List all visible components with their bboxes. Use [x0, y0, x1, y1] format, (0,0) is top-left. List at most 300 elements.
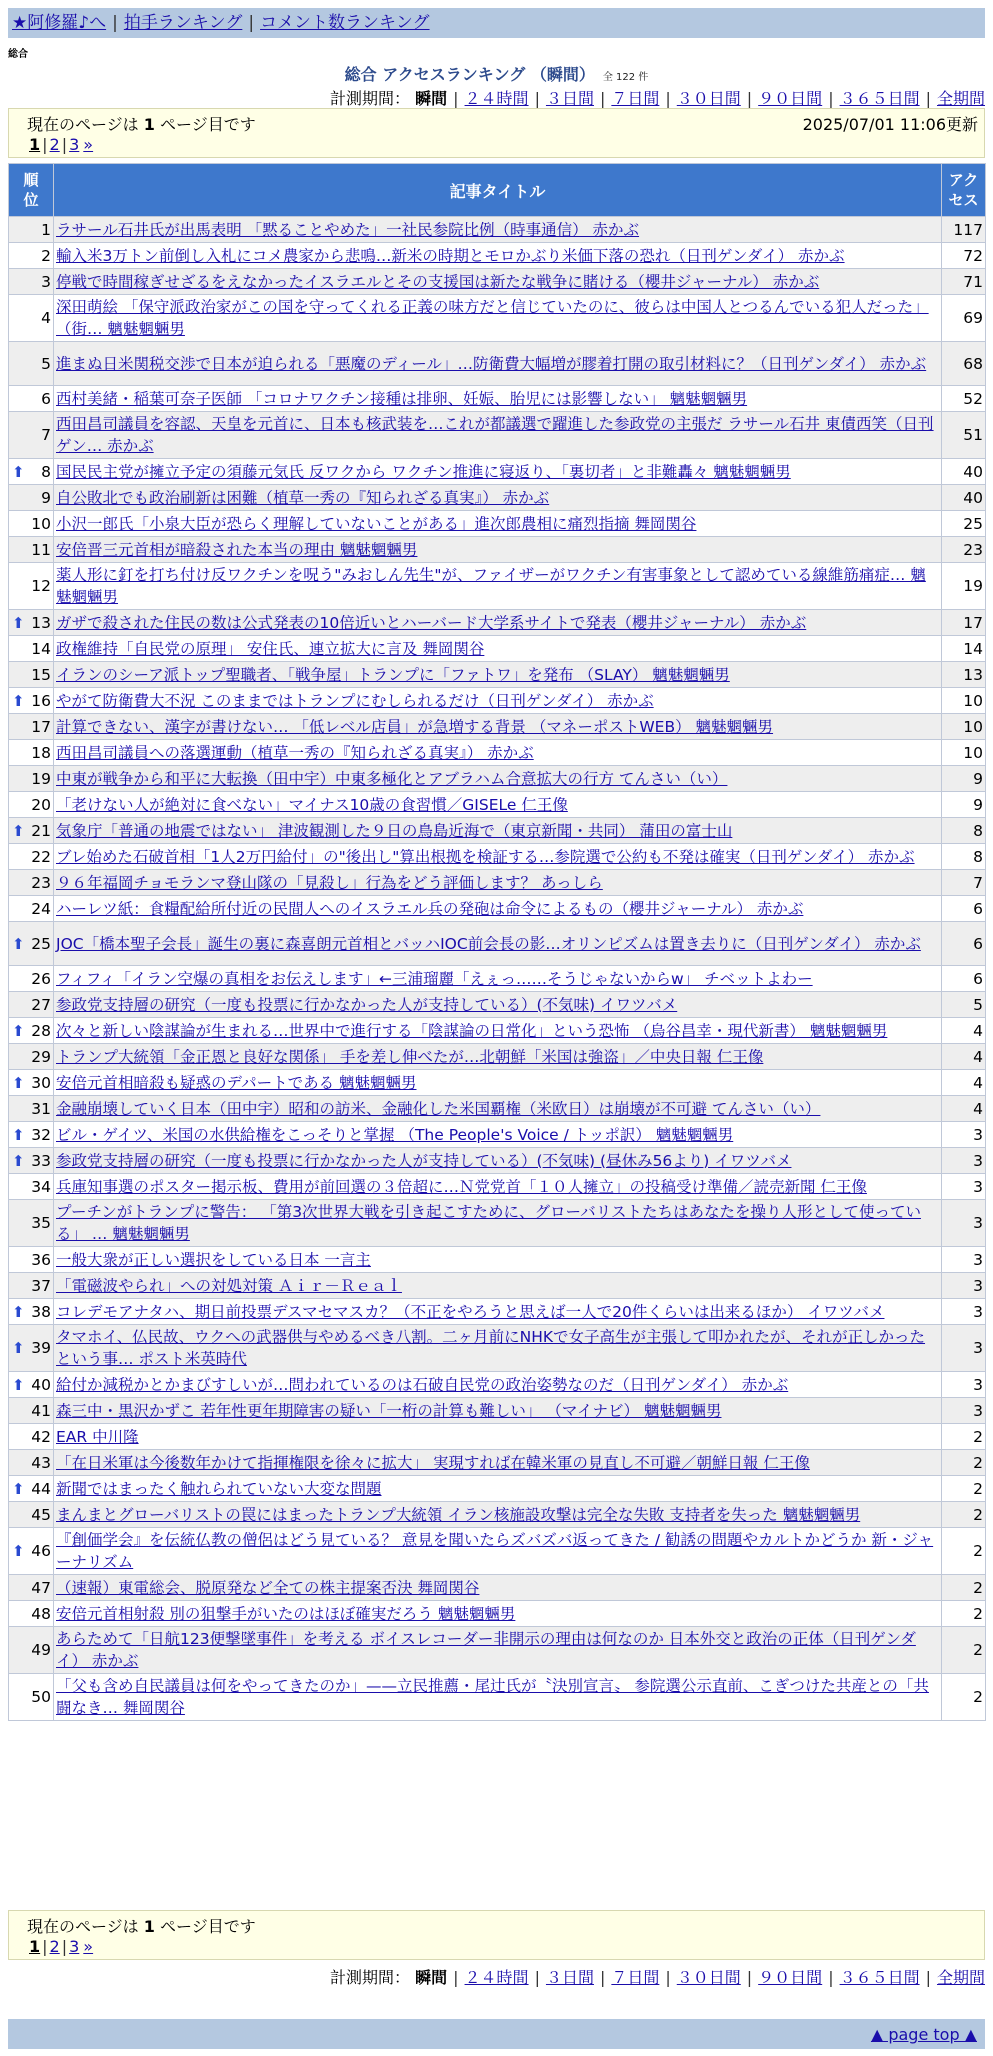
article-link[interactable]: 新聞ではまったく触れられていない大変な問題	[56, 1479, 382, 1498]
article-link[interactable]: 安倍元首相暗殺も疑惑のデパートである 魑魅魍魎男	[56, 1073, 417, 1092]
access-count: 40	[942, 485, 986, 511]
separator: |	[746, 89, 753, 108]
article-link[interactable]: 計算できない、漢字が書けない… 「低レベル店員」が急増する背景 （マネーポストWEB） 魑魅魍魎男	[56, 717, 774, 736]
separator: |	[925, 89, 931, 108]
rank-number: 49	[31, 1641, 51, 1659]
rank-number: 23	[31, 873, 51, 892]
article-link[interactable]: 気象庁「普通の地震ではない」 津波観測した９日の鳥島近海で（東京新聞・共同） 蒲田の富士山	[56, 821, 733, 840]
access-count: 8	[942, 818, 986, 844]
rank-cell	[9, 966, 54, 992]
title-cell	[54, 1122, 942, 1148]
rank-number: 28	[31, 1021, 51, 1040]
table-row	[9, 459, 986, 485]
access-count: 13	[942, 662, 986, 688]
rank-cell	[9, 1502, 54, 1528]
article-link[interactable]: 深田萌絵 「保守派政治家がこの国を守ってくれる正義の味方だと信じていたのに、彼らは中国人とつるんでいる犯人だった」（街… 魑魅魍魎男	[56, 298, 929, 338]
rank-number: 9	[41, 488, 51, 507]
table-row	[9, 740, 986, 766]
article-link[interactable]: 小沢一郎氏「小泉大臣が恐らく理解していないことがある」進次郎農相に痛烈指摘 舞岡関谷	[56, 514, 697, 533]
separator: |	[61, 135, 68, 154]
pagination-bottom	[8, 1910, 985, 1960]
rank-cell	[9, 537, 54, 563]
title-cell	[54, 1148, 942, 1174]
rank-cell	[9, 1044, 54, 1070]
rank-cell	[9, 342, 54, 386]
up-arrow-icon: ⬆	[12, 1339, 25, 1357]
title-cell	[54, 269, 942, 295]
table-row	[9, 1601, 986, 1627]
title-cell	[54, 1325, 942, 1372]
rank-number: 39	[31, 1339, 51, 1357]
article-link[interactable]: 国民民主党が擁立予定の須藤元気氏 反ワクから ワクチン推進に寝返り、「裏切者」と非難轟々 魑魅魍魎男	[56, 462, 791, 481]
access-count: 6	[942, 922, 986, 966]
title-cell	[54, 243, 942, 269]
table-row	[9, 1502, 986, 1528]
rank-number: 20	[31, 795, 51, 814]
article-link[interactable]: ハーレツ紙：食糧配給所付近の民間人へのイスラエル兵の発砲は命令によるもの（櫻井ジャーナル） 赤かぶ	[56, 899, 804, 918]
table-row	[9, 966, 986, 992]
rank-header: 順位	[9, 164, 54, 217]
rank-number: 50	[31, 1688, 51, 1706]
access-count: 25	[942, 511, 986, 537]
up-arrow-icon: ⬆	[12, 462, 25, 481]
rank-number: 7	[41, 426, 51, 444]
article-link[interactable]: ビル・ゲイツ、米国の水供給権をこっそりと掌握 （The People's Voice / トッポ訳） 魑魅魍魎男	[56, 1125, 734, 1144]
table-row	[9, 992, 986, 1018]
period-current: 瞬間	[415, 89, 448, 108]
page-link-2[interactable]: 2	[49, 1937, 60, 1956]
table-row	[9, 1674, 986, 1721]
article-link[interactable]: 「在日米軍は今後数年かけて指揮権限を徐々に拡大」 実現すれば在韓米軍の見直し不可避／朝鮮日報 仁王像	[56, 1453, 810, 1472]
article-link[interactable]: 政権維持「自民党の原理」 安住氏、連立拡大に言及 舞岡関谷	[56, 639, 485, 658]
up-arrow-icon: ⬆	[12, 1302, 25, 1321]
ranking-table	[8, 163, 986, 1721]
table-row	[9, 1325, 986, 1372]
access-count: 3	[942, 1148, 986, 1174]
article-link[interactable]: 西村美緒・稲葉可奈子医師 「コロナワクチン接種は排卵、妊娠、胎児には影響しない」 魑魅魍魎男	[56, 389, 748, 408]
title-cell	[54, 459, 942, 485]
article-link[interactable]: 参政党支持層の研究（一度も投票に行かなかった人が支持している）(不気味) (昼休み56より) イワツバメ	[56, 1151, 792, 1170]
article-link[interactable]: プーチンがトランプに警告： 「第3次世界大戦を引き起こすために、グローバリストたちはあなたを操り人形として使っている」 … 魑魅魍魎男	[56, 1203, 921, 1243]
article-link[interactable]: 次々と新しい陰謀論が生まれる…世界中で進行する「陰謀論の日常化」という恐怖 （烏谷昌幸・現代新書） 魑魅魍魎男	[56, 1021, 888, 1040]
separator: |	[599, 1968, 606, 1987]
article-link[interactable]: 給付か減税かとかまびすしいが…問われているのは石破自民党の政治姿勢なのだ（日刊ゲンダイ） 赤かぶ	[56, 1375, 789, 1394]
article-link[interactable]: トランプ大統領「金正恩と良好な関係」 手を差し伸べたが…北朝鮮「米国は強盗」／中央日報 仁王像	[56, 1047, 764, 1066]
title-cell	[54, 1601, 942, 1627]
table-row	[9, 1148, 986, 1174]
title-cell	[54, 1200, 942, 1247]
article-link[interactable]: 安倍晋三元首相が暗殺された本当の理由 魑魅魍魎男	[56, 540, 418, 559]
table-row	[9, 243, 986, 269]
article-link[interactable]: 薬人形に釘を打ち付け反ワクチンを呪う"みおしん先生"が、ファイザーがワクチン有害事象として認めている線維筋痛症… 魑魅魍魎男	[56, 566, 926, 606]
rank-number: 14	[31, 639, 51, 658]
home-link[interactable]: ★阿修羅♪へ	[12, 13, 107, 33]
rank-number: 4	[41, 309, 51, 327]
rank-number: 36	[31, 1250, 51, 1269]
table-row	[9, 295, 986, 342]
article-link[interactable]: JOC「橋本聖子会長」誕生の裏に森喜朗元首相とバッハIOC前会長の影…オリンピズムは置き去りに（日刊ゲンダイ） 赤かぶ	[56, 934, 921, 953]
rank-cell	[9, 1122, 54, 1148]
rank-number: 24	[31, 899, 51, 918]
rank-cell	[9, 1476, 54, 1502]
title-header: 記事タイトル	[54, 164, 942, 217]
rank-number: 29	[31, 1047, 51, 1066]
access-count: 3	[942, 1247, 986, 1273]
page-link-1: 1	[29, 1937, 41, 1956]
current-page-prefix: 現在のページは	[27, 115, 144, 134]
pagination-top	[8, 108, 985, 158]
title-cell	[54, 511, 942, 537]
rank-number: 22	[31, 847, 51, 866]
table-row	[9, 1174, 986, 1200]
table-row	[9, 1247, 986, 1273]
rank-cell	[9, 688, 54, 714]
table-row	[9, 766, 986, 792]
access-count: 2	[942, 1424, 986, 1450]
next-page-link[interactable]: »	[83, 135, 94, 154]
table-row	[9, 1528, 986, 1575]
current-page-text-bottom	[27, 1914, 256, 1937]
up-arrow-icon: ⬆	[12, 1021, 25, 1040]
table-row	[9, 537, 986, 563]
rank-cell	[9, 992, 54, 1018]
access-count: 3	[942, 1299, 986, 1325]
article-link[interactable]: 「老けない人が絶対に食べない」マイナス10歳の食習慣／GISELe 仁王像	[56, 795, 568, 814]
table-row	[9, 412, 986, 459]
title-cell	[54, 896, 942, 922]
rank-cell	[9, 1273, 54, 1299]
access-count: 52	[942, 386, 986, 412]
article-link[interactable]: 中東が戦争から和平に大転換（田中宇）中東多極化とアブラハム合意拡大の行方 てんさい（い）	[56, 769, 728, 788]
up-arrow-icon: ⬆	[12, 1073, 25, 1092]
access-count: 3	[942, 1174, 986, 1200]
article-link[interactable]: 西田昌司議員を容認、天皇を元首に、日本も核武装を…これが都議選で躍進した参政党の主張だ ラサール石井 東債西笑（日刊ゲン… 赤かぶ	[56, 415, 934, 455]
rank-cell	[9, 1018, 54, 1044]
rank-number: 47	[31, 1578, 51, 1597]
access-count: 3	[942, 1398, 986, 1424]
table-row	[9, 1372, 986, 1398]
rank-cell	[9, 610, 54, 636]
title-cell	[54, 342, 942, 386]
article-link[interactable]: 森三中・黒沢かずこ 若年性更年期障害の疑い「一桁の計算も難しい」 （マイナビ） 魑魅魍魎男	[56, 1401, 722, 1420]
page-top-link[interactable]: ▲ page top ▲	[870, 2025, 977, 2044]
article-link[interactable]: 『創価学会』を伝統仏教の僧侶はどう見ている？ 意見を聞いたらズバズバ返ってきた / 勧誘の問題やカルトかどうか 新・ジャーナリズム	[56, 1531, 934, 1571]
separator: |	[828, 1968, 834, 1987]
up-arrow-icon: ⬆	[12, 821, 25, 840]
up-arrow-icon: ⬆	[12, 1479, 25, 1498]
access-count: 9	[942, 792, 986, 818]
title-cell	[54, 1476, 942, 1502]
separator: |	[248, 13, 255, 33]
up-arrow-icon: ⬆	[12, 613, 25, 632]
separator: |	[665, 89, 671, 108]
access-count: 4	[942, 1018, 986, 1044]
article-link[interactable]: フィフィ「イラン空爆の真相をお伝えします」←三浦瑠麗「えぇっ……そうじゃないからw」 チベットよわー	[56, 969, 813, 988]
rank-cell	[9, 1372, 54, 1398]
rank-cell	[9, 714, 54, 740]
title-cell	[54, 844, 942, 870]
title-cell	[54, 818, 942, 844]
rank-cell	[9, 511, 54, 537]
rank-number: 35	[31, 1214, 51, 1232]
table-header-row	[9, 164, 986, 217]
article-link[interactable]: 西田昌司議員への落選運動（植草一秀の『知られざる真実』） 赤かぶ	[56, 743, 534, 762]
title-cell	[54, 1273, 942, 1299]
rank-number: 33	[31, 1151, 51, 1170]
title-cell	[54, 1174, 942, 1200]
rank-cell	[9, 243, 54, 269]
period-link-7d[interactable]: ７日間	[611, 89, 660, 108]
access-count: 69	[942, 295, 986, 342]
access-count: 3	[942, 1200, 986, 1247]
separator: |	[828, 89, 834, 108]
rank-number: 10	[31, 514, 51, 533]
access-count: 2	[942, 1575, 986, 1601]
rank-number: 41	[31, 1401, 51, 1420]
table-row	[9, 1424, 986, 1450]
period-link-24h[interactable]: ２４時間	[464, 1968, 529, 1987]
title-cell	[54, 485, 942, 511]
access-count: 19	[942, 563, 986, 610]
category-label: 総合	[8, 49, 28, 60]
table-row	[9, 269, 986, 295]
table-row	[9, 511, 986, 537]
period-link-365d[interactable]: ３６５日間	[839, 89, 920, 108]
period-selector-bottom	[330, 1965, 985, 1988]
article-link[interactable]: コレデモアナタハ、期日前投票デスマセマスカ？（不正をやろうと思えば一人で20件くらいは出来るほか） イワツバメ	[56, 1302, 885, 1321]
access-count: 4	[942, 1096, 986, 1122]
period-link-3d[interactable]: ３日間	[545, 89, 594, 108]
table-row	[9, 485, 986, 511]
current-page-suffix: ページ目です	[154, 115, 256, 134]
period-link-30d[interactable]: ３０日間	[676, 1968, 741, 1987]
rank-cell	[9, 412, 54, 459]
article-link[interactable]: ガザで殺された住民の数は公式発表の10倍近いとハーバード大学系サイトで発表（櫻井ジャーナル） 赤かぶ	[56, 613, 807, 632]
rank-cell	[9, 636, 54, 662]
rank-cell	[9, 1398, 54, 1424]
table-row	[9, 688, 986, 714]
ranking-title: 総合 アクセスランキング （瞬間）	[344, 65, 595, 84]
rank-cell	[9, 792, 54, 818]
rank-cell	[9, 740, 54, 766]
page-links-bottom	[27, 1937, 95, 1956]
rank-number: 6	[41, 389, 51, 408]
title-cell	[54, 1528, 942, 1575]
period-link-365d[interactable]: ３６５日間	[839, 1968, 920, 1987]
rank-number: 40	[31, 1375, 51, 1394]
access-count: 6	[942, 966, 986, 992]
article-link[interactable]: 「父も含め自民議員は何をやってきたのか」——立民推薦・尾辻氏が〝決別宣言〟 参院選公示直前、こぎつけた共産との「共闘なき… 舞岡関谷	[56, 1677, 929, 1717]
rank-number: 38	[31, 1302, 51, 1321]
rank-number: 17	[31, 717, 51, 736]
article-link[interactable]: 進まぬ日米関税交渉で日本が迫られる「悪魔のディール」…防衛費大幅増が膠着打開の取引材料に？（日刊ゲンダイ） 赤かぶ	[56, 354, 927, 373]
table-row	[9, 563, 986, 610]
title-cell	[54, 1247, 942, 1273]
rank-number: 21	[31, 821, 51, 840]
separator: |	[453, 1968, 459, 1987]
rank-cell	[9, 1096, 54, 1122]
separator: |	[534, 89, 540, 108]
article-link[interactable]: あらためて「日航123便撃墜事件」を考える ボイスレコーダー非開示の理由は何なのか 日本外交と政治の正体（日刊ゲンダイ） 赤かぶ	[56, 1630, 916, 1670]
up-arrow-icon: ⬆	[12, 1375, 25, 1394]
period-link-all[interactable]: 全期間	[936, 89, 985, 108]
access-count: 2	[942, 1502, 986, 1528]
article-link[interactable]: 参政党支持層の研究（一度も投票に行かなかった人が支持している）(不気味) イワツバメ	[56, 995, 678, 1014]
article-link[interactable]: タマホイ、仏民故、ウクへの武器供与やめるべき八割。二ヶ月前にNHKで女子高生が主張して叩かれたが、それが正しかったという事… ポスト米英時代	[56, 1328, 926, 1368]
rank-cell	[9, 1627, 54, 1674]
article-link[interactable]: ラサール石井氏が出馬表明 「黙ることやめた」一社民参院比例（時事通信） 赤かぶ	[56, 220, 640, 239]
rank-number: 8	[41, 462, 51, 481]
table-row	[9, 1044, 986, 1070]
title-cell	[54, 992, 942, 1018]
table-row	[9, 1575, 986, 1601]
separator: |	[112, 13, 118, 33]
table-row	[9, 818, 986, 844]
access-count: 6	[942, 896, 986, 922]
access-count: 10	[942, 714, 986, 740]
rank-cell	[9, 896, 54, 922]
article-link[interactable]: 停戦で時間稼ぎせざるをえなかったイスラエルとその支援国は新たな戦争に賭ける（櫻井ジャーナル） 赤かぶ	[56, 272, 820, 291]
title-cell	[54, 1450, 942, 1476]
access-count: 51	[942, 412, 986, 459]
table-row	[9, 714, 986, 740]
table-row	[9, 896, 986, 922]
article-link[interactable]: EAR 中川隆	[56, 1427, 139, 1446]
table-row	[9, 1299, 986, 1325]
article-link[interactable]: 一般大衆が正しい選択をしている日本 一言主	[56, 1250, 371, 1269]
period-link-3d[interactable]: ３日間	[545, 1968, 594, 1987]
up-arrow-icon: ⬆	[12, 934, 25, 953]
period-link-30d[interactable]: ３０日間	[676, 89, 741, 108]
rank-cell	[9, 1601, 54, 1627]
rank-number: 19	[31, 769, 51, 788]
page-link-3[interactable]: 3	[69, 135, 80, 154]
rank-number: 18	[31, 743, 51, 762]
table-row	[9, 1070, 986, 1096]
page-link-2[interactable]: 2	[49, 135, 60, 154]
article-link[interactable]: まんまとグローバリストの罠にはまったトランプ大統領 イラン核施設攻撃は完全な失敗 支持者を失った 魑魅魍魎男	[56, 1505, 861, 1524]
page-link-3[interactable]: 3	[69, 1937, 80, 1956]
table-row	[9, 386, 986, 412]
article-link[interactable]: 兵庫知事選のポスター掲示板、費用が前回選の３倍超に…Ｎ党党首「１０人擁立」の投稿受け準備／読売新聞 仁王像	[56, 1177, 867, 1196]
rank-number: 13	[31, 613, 51, 632]
table-row	[9, 792, 986, 818]
rank-cell	[9, 1247, 54, 1273]
table-row	[9, 662, 986, 688]
clap-ranking-link[interactable]: 拍手ランキング	[123, 13, 243, 33]
next-page-link[interactable]: »	[83, 1937, 94, 1956]
up-arrow-icon: ⬆	[12, 1151, 25, 1170]
title-cell	[54, 714, 942, 740]
rank-number: 37	[31, 1276, 51, 1295]
period-link-90d[interactable]: ９０日間	[758, 1968, 823, 1987]
article-link[interactable]: ９６年福岡チョモランマ登山隊の「見殺し」行為をどう評価します？ あっしら	[56, 873, 603, 892]
separator: |	[61, 1937, 68, 1956]
rank-cell	[9, 485, 54, 511]
article-link[interactable]: 安倍元首相射殺 別の狙撃手がいたのはほぼ確実だろう 魑魅魍魎男	[56, 1604, 516, 1623]
table-row	[9, 1450, 986, 1476]
rank-cell	[9, 1070, 54, 1096]
article-link[interactable]: やがて防衛費大不況 このままではトランプにむしられるだけ（日刊ゲンダイ） 赤かぶ	[56, 691, 654, 710]
current-page-number: 1	[143, 115, 155, 134]
separator: |	[746, 1968, 753, 1987]
rank-number: 26	[31, 969, 51, 988]
rank-cell	[9, 1575, 54, 1601]
access-count: 72	[942, 243, 986, 269]
separator: |	[534, 1968, 540, 1987]
access-count: 4	[942, 1070, 986, 1096]
article-link[interactable]: ブレ始めた石破首相「1人2万円給付」の"後出し"算出根拠を検証する…参院選で公約も不発は確実（日刊ゲンダイ） 赤かぶ	[56, 847, 915, 866]
table-row	[9, 1200, 986, 1247]
title-cell	[54, 1299, 942, 1325]
article-link[interactable]: （速報）東電総会、脱原発など全ての株主提案否決 舞岡関谷	[56, 1578, 480, 1597]
article-link[interactable]: 自公敗北でも政治刷新は困難（植草一秀の『知られざる真実』） 赤かぶ	[56, 488, 550, 507]
up-arrow-icon: ⬆	[12, 691, 25, 710]
comment-ranking-link[interactable]: コメント数ランキング	[260, 13, 430, 33]
current-page-text	[27, 112, 256, 135]
rank-cell	[9, 459, 54, 485]
period-link-7d[interactable]: ７日間	[611, 1968, 660, 1987]
current-page-prefix: 現在のページは	[27, 1917, 144, 1936]
footer-bar	[8, 2019, 985, 2049]
page-link-1: 1	[29, 135, 41, 154]
ranking-body	[9, 217, 986, 1721]
rank-cell	[9, 217, 54, 243]
rank-number: 43	[31, 1453, 51, 1472]
separator: |	[599, 89, 606, 108]
access-count: 5	[942, 992, 986, 1018]
access-count: 3	[942, 1122, 986, 1148]
rank-number: 12	[31, 577, 51, 595]
title-cell	[54, 295, 942, 342]
table-row	[9, 1122, 986, 1148]
title-cell	[54, 1018, 942, 1044]
period-link-all[interactable]: 全期間	[936, 1968, 985, 1987]
table-row	[9, 1398, 986, 1424]
article-link[interactable]: 金融崩壊していく日本（田中宇）昭和の訪米、金融化した米国覇権（米欧日）は崩壊が不可避 てんさい（い）	[56, 1099, 821, 1118]
top-nav	[8, 8, 985, 38]
period-link-24h[interactable]: ２４時間	[464, 89, 529, 108]
title-cell	[54, 217, 942, 243]
access-count: 3	[942, 1325, 986, 1372]
access-count: 23	[942, 537, 986, 563]
rank-number: 45	[31, 1505, 51, 1524]
title-cell	[54, 1627, 942, 1674]
title-cell	[54, 662, 942, 688]
separator: |	[42, 1937, 48, 1956]
updated-timestamp: 2025/07/01 11:06更新	[802, 115, 978, 134]
article-link[interactable]: イランのシーア派トップ聖職者、「戦争屋」トランプに「ファトワ」を発布 （SLAY） 魑魅魍魎男	[56, 665, 730, 684]
rank-number: 25	[31, 934, 51, 953]
table-row	[9, 870, 986, 896]
period-selector-top	[330, 86, 985, 109]
title-cell	[54, 1044, 942, 1070]
rank-number: 46	[31, 1542, 51, 1560]
table-row	[9, 610, 986, 636]
rank-number: 42	[31, 1427, 51, 1446]
article-link[interactable]: 「電磁波やられ」への対処対策 Ａｉｒ－Ｒｅａｌ	[56, 1276, 402, 1295]
rank-number: 11	[31, 540, 51, 559]
table-row	[9, 1476, 986, 1502]
title-cell	[54, 1575, 942, 1601]
article-link[interactable]: 輸入米3万トン前倒し入札にコメ農家から悲鳴…新米の時期とモロかぶり米価下落の恐れ（日刊ゲンダイ） 赤かぶ	[56, 246, 845, 265]
current-page-number: 1	[143, 1917, 155, 1936]
title-cell	[54, 870, 942, 896]
table-row	[9, 922, 986, 966]
page-title	[0, 62, 993, 85]
rank-number: 3	[41, 272, 51, 291]
period-link-90d[interactable]: ９０日間	[758, 89, 823, 108]
